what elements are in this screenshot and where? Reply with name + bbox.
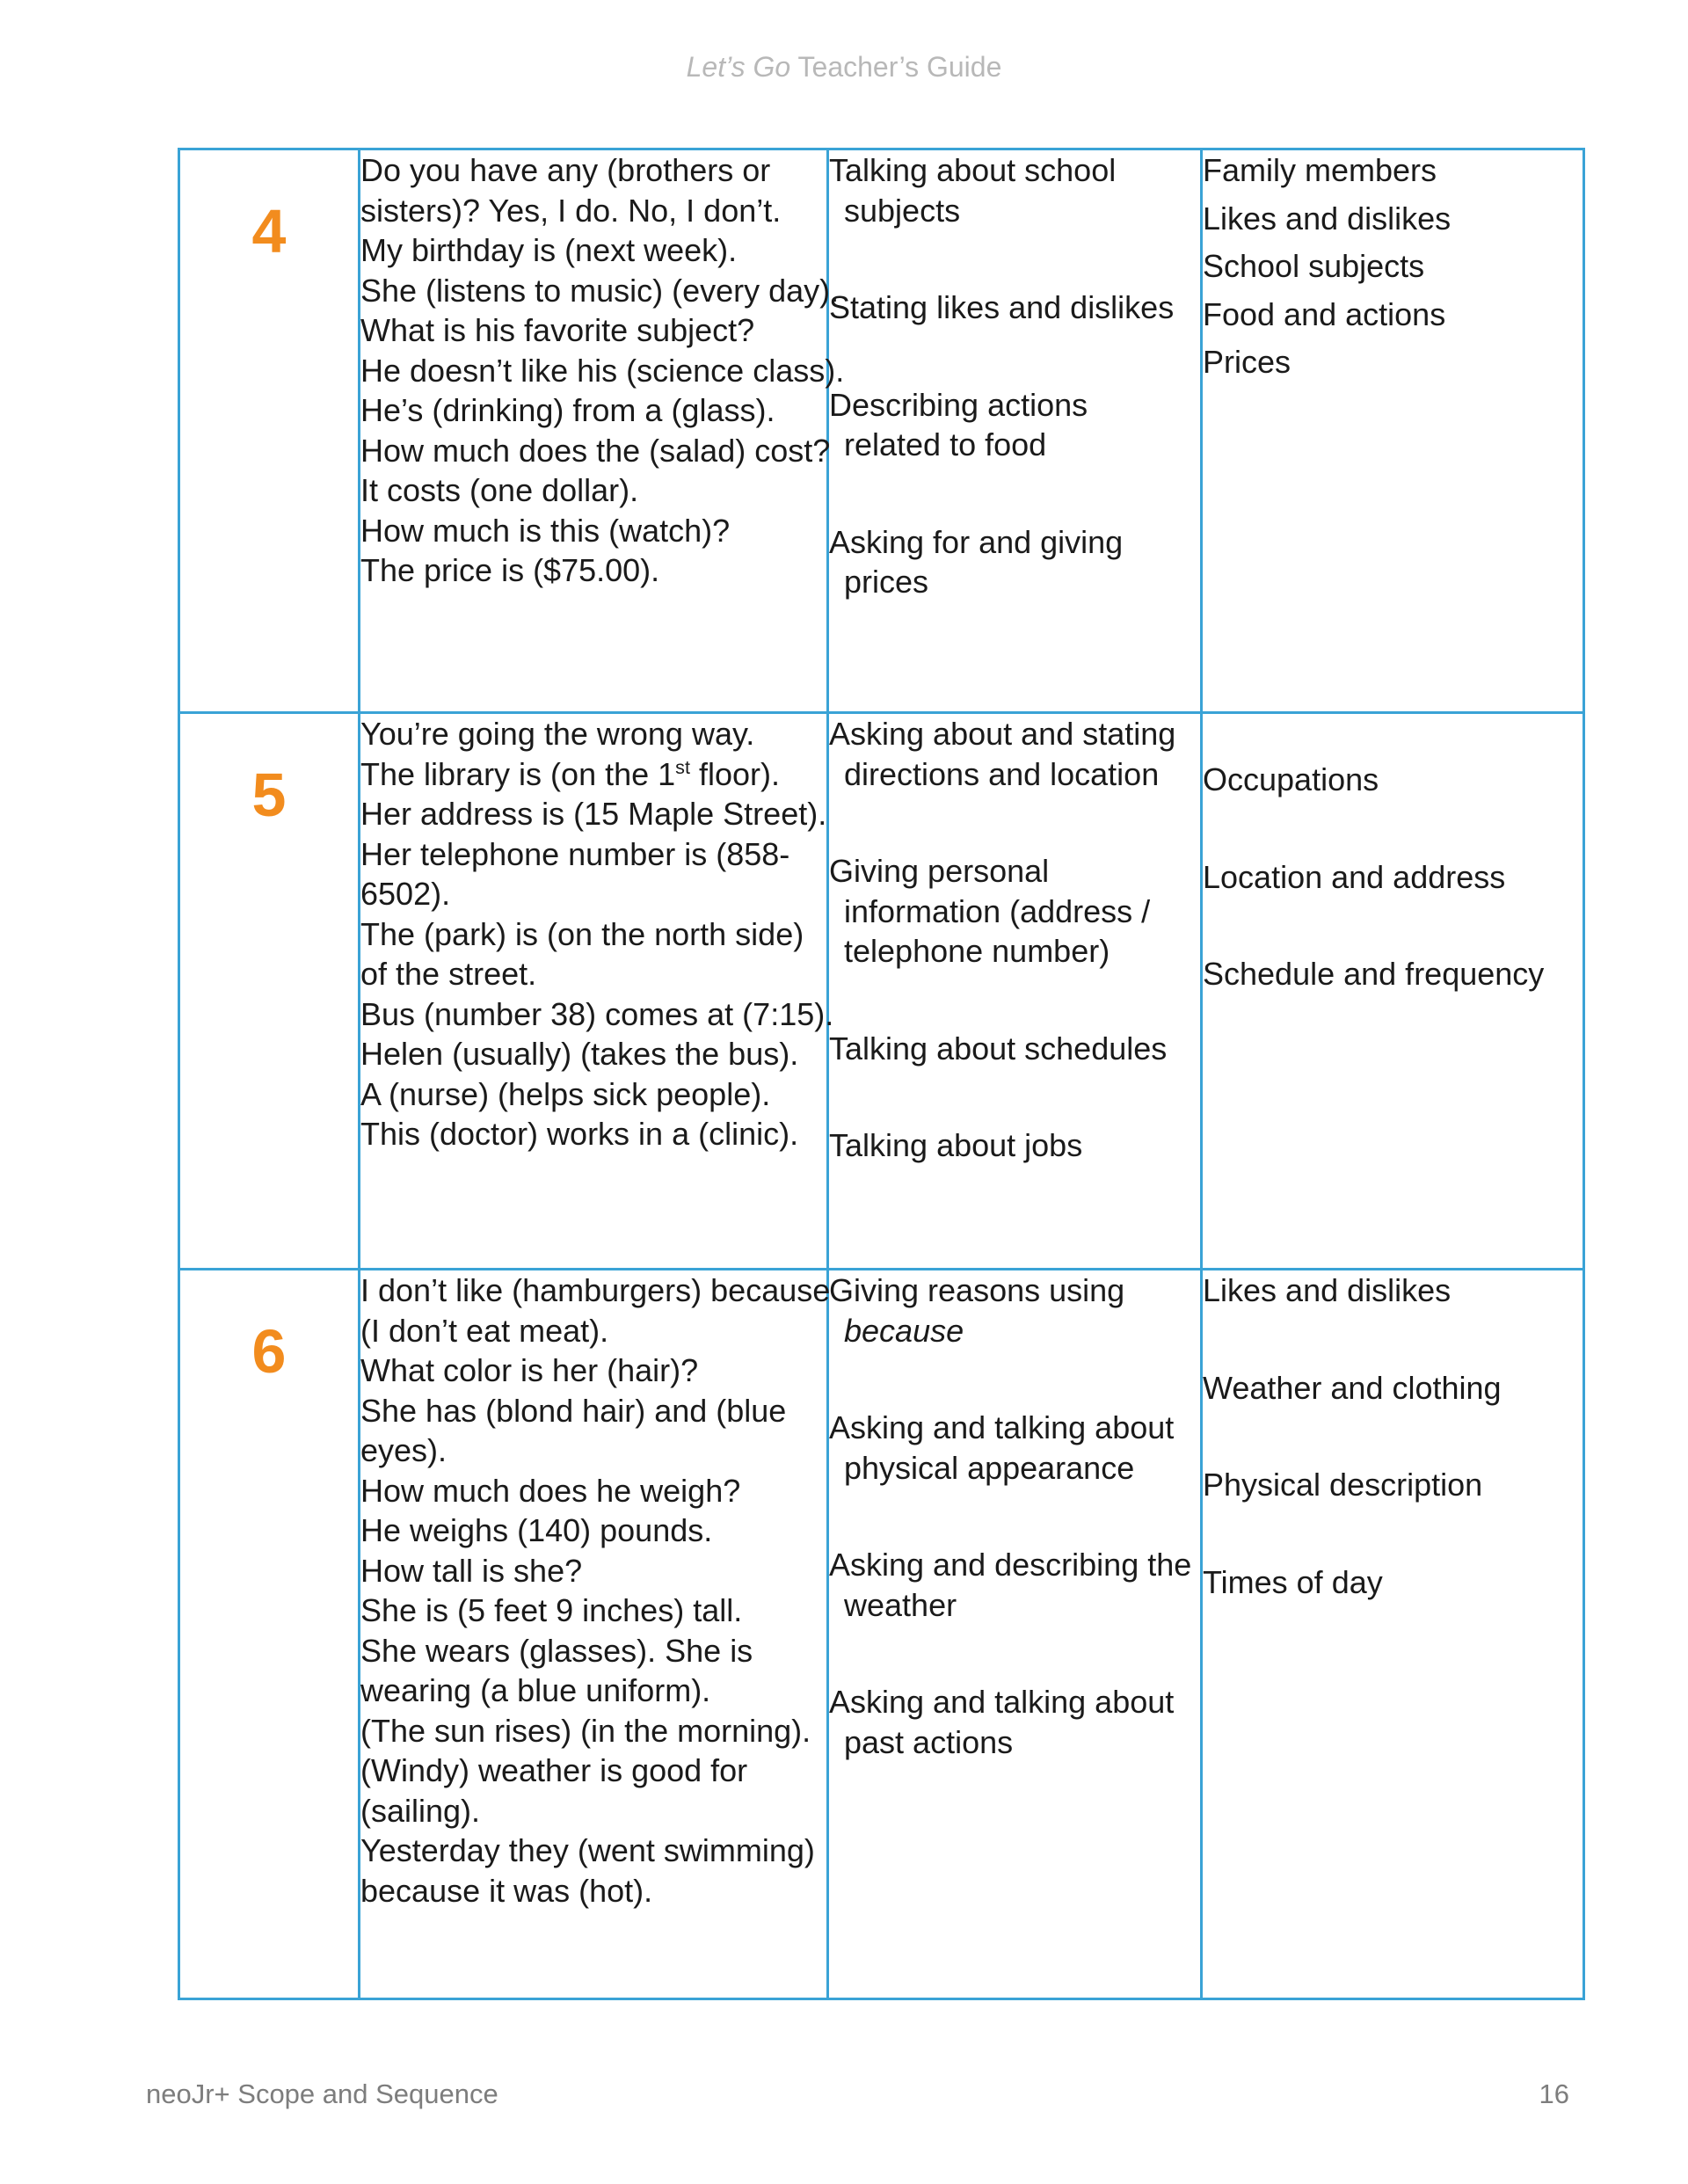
function-line: Giving reasons using <box>829 1272 1125 1308</box>
language-text: The library is (on the 1 <box>360 755 676 792</box>
language-line: Her address is (15 Maple Street). <box>360 796 827 832</box>
scope-sequence-table <box>178 148 1585 2000</box>
topic-item: Prices <box>1203 344 1291 380</box>
running-head <box>0 51 1688 84</box>
topic-item: Likes and dislikes <box>1203 200 1452 237</box>
functions-cell <box>828 1270 1202 1999</box>
language-line: of the street. <box>360 956 537 992</box>
function-item <box>829 150 1200 230</box>
language-line: wearing (a blue uniform). <box>360 1672 711 1708</box>
function-line: Talking about jobs <box>829 1127 1083 1163</box>
table-row-unit-5 <box>179 713 1584 1270</box>
language-line: She wears (glasses). She is <box>360 1632 753 1669</box>
function-item <box>829 851 1200 972</box>
function-item <box>829 1408 1200 1488</box>
language-line: Helen (usually) (takes the bus). <box>360 1036 799 1072</box>
language-line: He weighs (140) pounds. <box>360 1512 713 1548</box>
language-line: (sailing). <box>360 1792 481 1829</box>
topic-item: Occupations <box>1203 761 1379 797</box>
function-line: weather <box>844 1586 957 1623</box>
topics-cell <box>1202 149 1584 713</box>
language-line: because it was (hot). <box>360 1872 653 1909</box>
topic-item: Physical description <box>1203 1467 1483 1503</box>
language-line: (The sun rises) (in the morning). <box>360 1712 811 1749</box>
function-item <box>829 1682 1200 1762</box>
topic-item: Food and actions <box>1203 295 1446 332</box>
language-line: (Windy) weather is good for <box>360 1752 748 1788</box>
function-item <box>829 385 1200 465</box>
language-line: What color is her (hair)? <box>360 1352 699 1388</box>
function-item <box>829 1125 1200 1166</box>
unit-number: 5 <box>251 761 287 829</box>
function-line: prices <box>844 564 929 600</box>
language-cell <box>360 149 845 713</box>
topic-item: Schedule and frequency <box>1203 956 1545 992</box>
running-head-italic: Let’s Go <box>686 51 791 83</box>
ordinal-superscript: st <box>675 755 690 778</box>
page-number: 16 <box>1539 2078 1569 2109</box>
topic-item: Likes and dislikes <box>1203 1272 1452 1308</box>
unit-number-cell <box>179 1270 360 1999</box>
language-line-with-superscript <box>360 754 826 795</box>
language-line: She (listens to music) (every day). <box>360 272 840 309</box>
running-head-rest: Teacher’s Guide <box>790 51 1002 83</box>
function-line: Giving personal <box>829 853 1050 889</box>
language-line: How much is this (watch)? <box>360 512 731 549</box>
language-line: My birthday is (next week). <box>360 232 738 268</box>
language-line: She has (blond hair) and (blue <box>360 1392 787 1429</box>
language-line: How much does the (salad) cost? <box>360 432 831 469</box>
language-line: Her telephone number is (858- <box>360 835 790 872</box>
function-line: physical appearance <box>844 1449 1135 1486</box>
function-line: Talking about schedules <box>829 1030 1168 1067</box>
functions-cell <box>828 149 1202 713</box>
language-line: The price is ($75.00). <box>360 552 660 588</box>
language-line: This (doctor) works in a (clinic). <box>360 1116 799 1152</box>
function-line: Asking about and stating <box>829 716 1176 752</box>
language-line: How much does he weigh? <box>360 1472 741 1509</box>
function-line: Asking and talking about <box>829 1409 1175 1445</box>
function-item <box>829 522 1200 602</box>
function-line: because <box>844 1312 964 1349</box>
topics-cell <box>1202 713 1584 1270</box>
language-line: The (park) is (on the north side) <box>360 915 804 952</box>
language-line: It costs (one dollar). <box>360 472 639 508</box>
function-item <box>829 1270 1200 1350</box>
function-line: Describing actions <box>829 386 1088 423</box>
language-line: Yesterday they (went swimming) <box>360 1832 815 1868</box>
function-line: Asking for and giving <box>829 523 1124 560</box>
language-line: I don’t like (hamburgers) because <box>360 1272 831 1308</box>
topic-item: Weather and clothing <box>1203 1369 1502 1406</box>
language-line: He’s (drinking) from a (glass). <box>360 392 775 428</box>
language-line: A (nurse) (helps sick people). <box>360 1075 771 1112</box>
unit-number: 6 <box>251 1317 287 1386</box>
language-line: How tall is she? <box>360 1552 583 1589</box>
language-text: floor). <box>689 755 780 792</box>
function-line: subjects <box>844 192 961 229</box>
function-line: Asking and describing the <box>829 1547 1192 1583</box>
function-item <box>829 1545 1200 1625</box>
language-cell <box>360 1270 831 1999</box>
topic-item: School subjects <box>1203 248 1425 284</box>
function-item <box>829 288 1200 328</box>
language-line: 6502). <box>360 876 451 912</box>
unit-number-cell <box>179 713 360 1270</box>
function-item <box>829 1029 1200 1069</box>
function-line: Talking about school <box>829 152 1117 188</box>
function-line: directions and location <box>844 755 1160 792</box>
topic-item: Times of day <box>1203 1563 1383 1600</box>
language-line: You’re going the wrong way. <box>360 716 755 752</box>
unit-number: 4 <box>251 197 287 266</box>
table-row-unit-4 <box>179 149 1584 713</box>
function-line: information (address / <box>844 892 1151 929</box>
unit-number-cell <box>179 149 360 713</box>
language-line: Bus (number 38) comes at (7:15). <box>360 995 834 1032</box>
function-line: past actions <box>844 1723 1014 1760</box>
functions-cell <box>828 713 1202 1270</box>
language-line: She is (5 feet 9 inches) tall. <box>360 1592 743 1628</box>
language-line: (I don’t eat meat). <box>360 1312 609 1349</box>
function-line: Stating likes and dislikes <box>829 289 1175 325</box>
language-cell <box>360 713 834 1270</box>
function-item <box>829 714 1200 794</box>
function-line: telephone number) <box>844 933 1110 969</box>
language-line: Do you have any (brothers or <box>360 152 771 188</box>
topics-cell <box>1202 1270 1584 1999</box>
function-line: related to food <box>844 426 1047 462</box>
language-line: eyes). <box>360 1432 447 1468</box>
language-line: What is his favorite subject? <box>360 312 755 348</box>
footer-title: neoJr+ Scope and Sequence <box>146 2078 498 2109</box>
table-row-unit-6 <box>179 1270 1584 1999</box>
language-line: sisters)? Yes, I do. No, I don’t. <box>360 192 782 229</box>
language-line: He doesn’t like his (science class). <box>360 352 845 389</box>
topic-item: Location and address <box>1203 858 1506 895</box>
topic-item: Family members <box>1203 152 1437 188</box>
function-line: Asking and talking about <box>829 1684 1175 1720</box>
